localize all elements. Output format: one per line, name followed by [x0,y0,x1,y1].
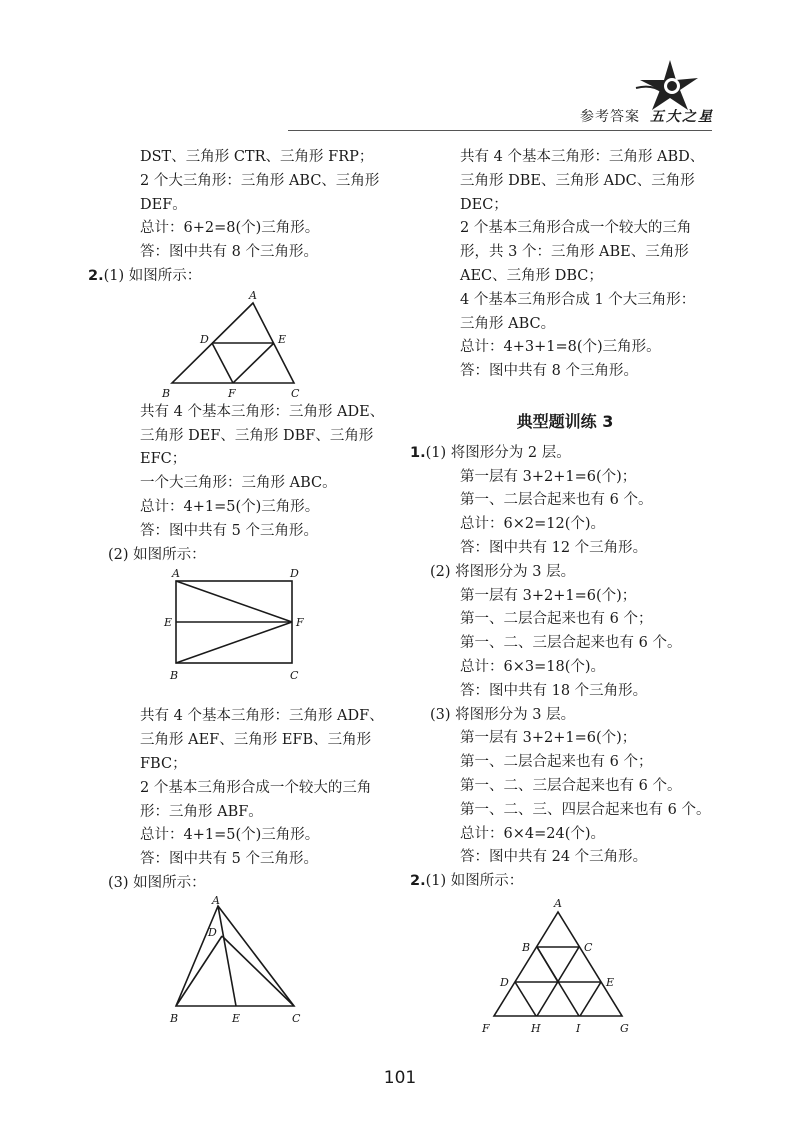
text-line: 答：图中共有 24 个三角形。 [460,849,648,866]
header-title: 参考答案 [580,109,640,125]
vertex-label: A [249,288,257,302]
text-line: 第一、二、三层合起来也有 6 个。 [460,777,682,794]
text-line: 总计：4+3+1=8(个)三角形。 [460,339,661,356]
question-1-2: (2) 将图形分为 3 层。 [430,563,576,580]
text-line: 答：图中共有 8 个三角形。 [460,363,638,380]
vertex-label: F [228,386,236,400]
text-line: 第一、二层合起来也有 6 个； [460,754,653,771]
text-line: 共有 4 个基本三角形：三角形 ADF、 [140,708,384,725]
vertex-label: C [584,940,593,954]
text-line: 第一层有 3+2+1=6(个)； [460,587,637,604]
text-line: 总计：4+1=5(个)三角形。 [140,827,320,844]
figure-triangle-midpoints [88,289,418,401]
question-label: (1) 将图形分为 2 层。 [425,444,571,461]
question-2-3: (3) 如图所示： [108,874,206,891]
header-rule [288,130,712,131]
vertex-label: F [482,1021,490,1035]
text-line: 一个大三角形：三角形 ABC。 [140,475,337,492]
text-line: 第一、二、三层合起来也有 6 个。 [460,635,682,652]
star-logo-icon [632,58,702,112]
text-line: 总计：6×4=24(个)。 [460,825,606,842]
vertex-label: D [500,975,509,989]
text-line: 答：图中共有 18 个三角形。 [460,682,648,699]
left-column [88,146,418,1026]
question-1-3: (3) 将图形分为 3 层。 [430,706,576,723]
vertex-label: D [290,567,299,581]
text-line: 2 个基本三角形合成一个较大的三角 [460,220,692,237]
vertex-label: G [620,1021,629,1035]
vertex-label: H [531,1021,541,1035]
vertex-label: B [522,940,531,954]
text-line: 三角形 ABC。 [460,315,556,332]
text-line: 答：图中共有 12 个三角形。 [460,539,648,556]
text-line: DEC； [460,196,508,213]
text-line: 第一、二层合起来也有 6 个。 [460,492,653,509]
text-line: 第一、二、三、四层合起来也有 6 个。 [460,801,711,818]
vertex-label: F [296,616,304,630]
vertex-label: B [170,1011,179,1025]
figure-triangle-cevians [88,896,418,1026]
question-number: 2. [410,873,426,890]
vertex-label: E [606,975,615,989]
text-line: 答：图中共有 8 个三角形。 [140,244,318,261]
text-line: 三角形 DEF、三角形 DBF、三角形 [140,427,374,444]
text-line: 总计：6×2=12(个)。 [460,516,606,533]
text-line: 三角形 DBE、三角形 ADC、三角形 [460,172,695,189]
vertex-label: A [172,567,180,581]
vertex-label: A [212,895,220,907]
text-line: 总计：4+1=5(个)三角形。 [140,498,320,515]
text-line: 2 个基本三角形合成一个较大的三角 [140,779,372,796]
vertex-label: A [554,896,562,910]
text-line: 三角形 AEF、三角形 EFB、三角形 [140,732,372,749]
text-line: 形：三角形 ABF。 [140,803,263,820]
text-line: 答：图中共有 5 个三角形。 [140,851,318,868]
figure-triangle-grid [410,894,720,1044]
vertex-label: D [200,332,209,346]
text-line: 共有 4 个基本三角形：三角形 ABD、 [460,149,705,165]
vertex-label: C [291,386,300,400]
text-line: 总计：6×3=18(个)。 [460,658,606,675]
vertex-label: C [290,669,299,683]
vertex-label: B [162,386,171,400]
vertex-label: E [164,616,173,630]
text-line: 第一层有 3+2+1=6(个)； [460,468,637,485]
page-number: 101 [383,1068,417,1088]
question-label: (1) 如图所示： [425,873,524,890]
question-label: (1) 如图所示： [103,267,202,284]
vertex-label: D [208,925,217,939]
question-number: 2. [88,267,104,284]
question-2-1 [88,265,418,289]
text-line: 答：图中共有 5 个三角形。 [140,522,318,539]
vertex-label: E [232,1011,241,1025]
text-line: 第一、二层合起来也有 6 个； [460,611,653,628]
text-line: DEF。 [140,196,187,213]
question-number: 1. [410,444,426,461]
text-line: 4 个基本三角形合成 1 个大三角形： [460,291,696,308]
question-1-1 [410,442,720,466]
vertex-label: B [170,669,179,683]
vertex-label: C [292,1011,301,1025]
figure-rectangle [88,567,418,705]
text-line: FBC； [140,755,187,772]
text-line: 总计：6+2=8(个)三角形。 [140,220,320,237]
header-brand: 五大之星 [650,109,714,125]
text-line: 形，共 3 个：三角形 ABE、三角形 [460,244,689,261]
text-line: 共有 4 个基本三角形：三角形 ADE、 [140,403,385,420]
text-line: AEC、三角形 DBC； [460,267,603,284]
page-header [0,0,800,140]
vertex-label: I [576,1021,581,1035]
section-title: 典型题训练 3 [516,411,614,431]
vertex-label: E [278,332,287,346]
question-2-1-right [410,870,720,894]
text-line: 第一层有 3+2+1=6(个)； [460,730,637,747]
question-2-2: (2) 如图所示： [108,546,206,563]
text-line: 2 个大三角形：三角形 ABC、三角形 [140,172,380,189]
right-column [410,146,720,1044]
text-line: EFC； [140,451,187,468]
text-line: DST、三角形 CTR、三角形 FRP； [140,149,374,165]
